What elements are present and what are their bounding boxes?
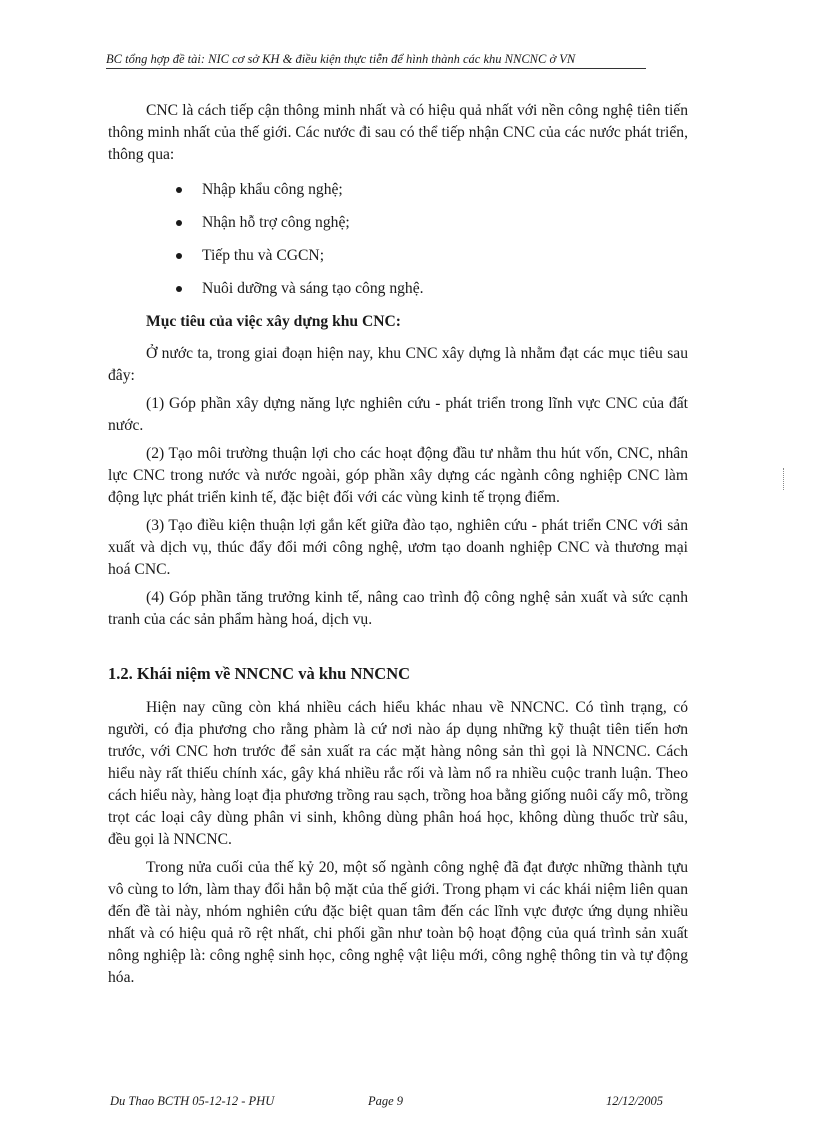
section-heading: 1.2. Khái niệm về NNCNC và khu NNCNC [108, 664, 411, 683]
bullet-list [108, 179, 688, 300]
goals-intro: Ở nước ta, trong giai đoạn hiện nay, khu CNC xây dựng là nhằm đạt các mục tiêu sau đây: [108, 345, 688, 384]
running-header: BC tổng hợp đề tài: NIC cơ sở KH & điều kiện thực tiễn để hình thành các khu NNCNC ở VN [106, 52, 646, 69]
margin-mark [783, 468, 785, 490]
list-item: Nhận hỗ trợ công nghệ; [176, 212, 688, 234]
goal-paragraph: (2) Tạo môi trường thuận lợi cho các hoạt động đầu tư nhằm thu hút vốn, CNC, nhân lực CNC trong nước và nước ngoài, góp phần xây dựng các ngành công nghiệp CNC làm động lực phát triển kinh tế, đặc biệt đối với các vùng kinh tế trọng điểm. [108, 445, 688, 506]
section-paragraph: Trong nửa cuối của thế kỷ 20, một số ngành công nghệ đã đạt được những thành tựu vô cùng to lớn, làm thay đổi hẳn bộ mặt của thế giới. Trong phạm vi các khái niệm liên quan đến đề tài này, nhóm nghiên cứu đặc biệt quan tâm đến các lĩnh vực được ứng dụng nhiều nhất và có hiệu quả rõ rệt nhất, chi phối gần như toàn bộ hoạt động của quá trình sản xuất nông nghiệp là: công nghệ sinh học, công nghệ vật liệu mới, công nghệ thông tin và tự động hóa. [108, 859, 688, 986]
footer-page-number: Page 9 [368, 1094, 404, 1108]
goal-paragraph: (3) Tạo điều kiện thuận lợi gắn kết giữa đào tạo, nghiên cứu - phát triển CNC với sản xuất và dịch vụ, thúc đẩy đổi mới công nghệ, ươm tạo doanh nghiệp CNC và thương mại hoá CNC. [108, 517, 688, 578]
goal-paragraph: (4) Góp phần tăng trưởng kinh tế, nâng cao trình độ công nghệ sản xuất và sức cạnh tranh của các sản phẩm hàng hoá, dịch vụ. [108, 589, 688, 628]
page-body [108, 100, 688, 995]
list-item: Nuôi dưỡng và sáng tạo công nghệ. [176, 278, 688, 300]
intro-paragraph: CNC là cách tiếp cận thông minh nhất và có hiệu quả nhất với nền công nghệ tiên tiến thông minh nhất của thế giới. Các nước đi sau có thể tiếp nhận CNC của các nước phát triển, thông qua: [108, 102, 688, 163]
footer-draft-label: Du Thao BCTH 05-12-12 - PHU [110, 1094, 275, 1108]
footer-date: 12/12/2005 [606, 1094, 663, 1108]
list-item: Tiếp thu và CGCN; [176, 245, 688, 267]
list-item: Nhập khẩu công nghệ; [176, 179, 688, 201]
section-paragraph: Hiện nay cũng còn khá nhiều cách hiểu khác nhau về NNCNC. Có tình trạng, có người, có địa phương cho rằng phàm là cứ nơi nào áp dụng những kỹ thuật tiên tiến hơn trước, với CNC hơn trước để sản xuất ra các mặt hàng nông sản thì gọi là NNCNC. Cách hiểu này rất thiếu chính xác, gây khá nhiều rắc rối và làm nổ ra nhiều cuộc tranh luận. Theo cách hiểu này, hàng loạt địa phương trồng rau sạch, trồng hoa bằng giống nuôi cấy mô, trồng trọt các loại cây dùng phân vi sinh, không dùng phân hoá học, không dùng thuốc trừ sâu, đều gọi là NNCNC. [108, 699, 688, 848]
goal-paragraph: (1) Góp phần xây dựng năng lực nghiên cứu - phát triển trong lĩnh vực CNC của đất nước. [108, 395, 688, 434]
subheading: Mục tiêu của việc xây dựng khu CNC: [146, 313, 401, 330]
